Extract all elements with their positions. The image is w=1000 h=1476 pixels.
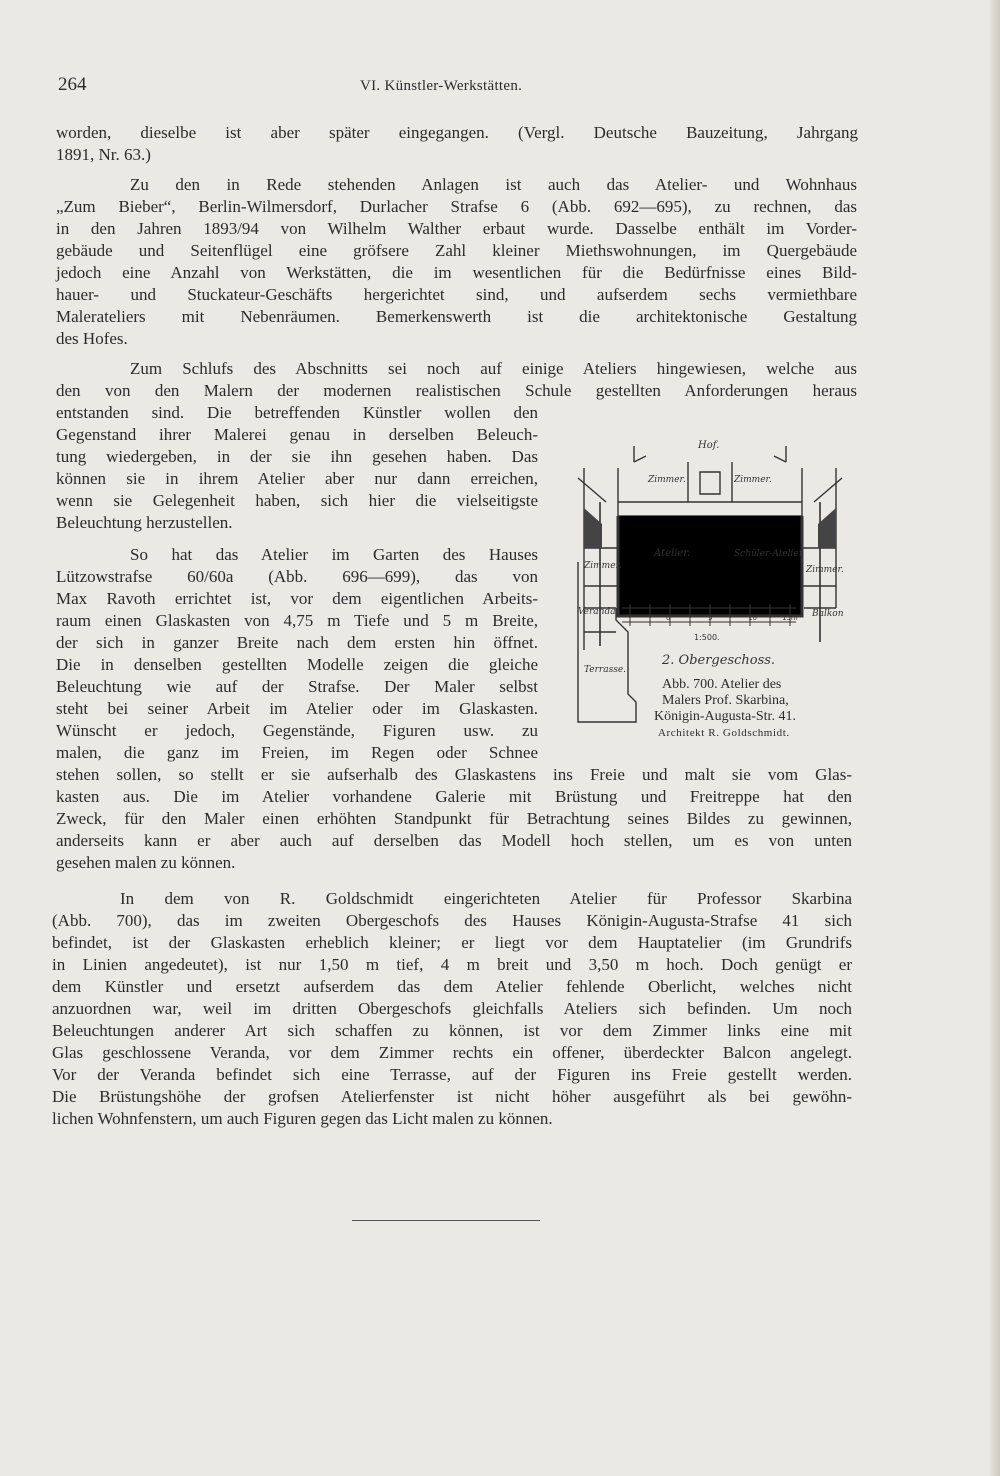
text-line: hauer- und Stuckateur-Geschäfts hergerichtet sind, und aufserdem sechs vermiethbare — [56, 285, 857, 304]
text-line: Zweck, für den Maler einen erhöhten Standpunkt für Betrachtung seines Bildes zu gewinnen, — [56, 809, 852, 828]
text-line: Glas geschlossene Veranda, vor dem Zimmer rechts ein offener, überdeckter Balcon angelegt. — [52, 1043, 852, 1062]
running-title: VI. Künstler-Werkstätten. — [360, 78, 523, 94]
text-line: Wünscht er jedoch, Gegenstände, Figuren usw. zu — [56, 721, 538, 740]
text-line: kasten aus. Die im Atelier vorhandene Galerie mit Brüstung und Freitreppe hat den — [56, 787, 852, 806]
text-line: malen, die ganz im Freien, im Regen oder Schnee — [56, 743, 538, 762]
text-line: anderseits kann er aber auch auf derselben das Modell hoch stellen, um es von unten — [56, 831, 852, 850]
text-line: gesehen malen zu können. — [56, 853, 236, 872]
text-line: den von den Malern der modernen realistischen Schule gestellten Anforderungen heraus — [56, 381, 857, 400]
text-line: dem Künstler und ersetzt aufserdem das dem Atelier fehlende Oberlicht, welches nicht — [52, 977, 852, 996]
text-line: Max Ravoth errichtet ist, vor dem eigentlichen Arbeits- — [56, 589, 538, 608]
text-line: befindet, ist der Glaskasten erheblich kleiner; er liegt vor dem Hauptatelier (im Grundrifs — [52, 933, 852, 952]
text-line: worden, dieselbe ist aber später eingegangen. (Vergl. Deutsche Bauzeitung, Jahrgang — [56, 123, 858, 142]
text-line: raum einen Glaskasten von 4,75 m Tiefe und 5 m Breite, — [56, 611, 538, 630]
label-balkon: Balkon — [812, 609, 844, 619]
text-line: des Hofes. — [56, 329, 128, 348]
figure-caption-line: Königin-Augusta-Str. 41. — [654, 709, 796, 724]
figure-caption-credit: Architekt R. Goldschmidt. — [658, 727, 790, 739]
scale-tick: 15m — [782, 614, 798, 622]
text-line: können sie in ihrem Atelier aber nur dann erreichen, — [56, 469, 538, 488]
text-line: Lützowstrafse 60/60a (Abb. 696—699), das von — [56, 567, 538, 586]
text-line: So hat das Atelier im Garten des Hauses — [130, 545, 538, 564]
scale-label: 1:500. — [694, 633, 720, 642]
text-line: in den Jahren 1893/94 von Wilhelm Walther erbaut wurde. Dasselbe enthält im Vorder- — [56, 219, 857, 238]
text-line: Beleuchtung herzustellen. — [56, 513, 233, 532]
label-terrasse: Terrasse. — [584, 665, 627, 675]
label-zimmer-left: Zimmer. — [584, 561, 622, 571]
text-line: entstanden sind. Die betreffenden Künstler wollen den — [56, 403, 538, 422]
label-atelier: Atelier. — [654, 548, 691, 559]
text-line: lichen Wohnfenstern, um auch Figuren gegen das Licht malen zu können. — [52, 1109, 553, 1128]
text-line: steht bei seiner Arbeit im Atelier oder im Glaskasten. — [56, 699, 538, 718]
text-line: der sich in ganzer Breite nach dem ersten hin öffnet. — [56, 633, 538, 652]
text-line: Beleuchtungen anderer Art sich schaffen zu können, ist vor dem Zimmer links eine mit — [52, 1021, 852, 1040]
floor-label: 2. Obergeschoss. — [662, 653, 776, 668]
end-rule — [352, 1220, 540, 1221]
text-line: Zum Schlufs des Abschnitts sei noch auf einige Ateliers hingewiesen, welche aus — [130, 359, 857, 378]
label-zimmer-right: Zimmer. — [806, 565, 844, 575]
label-veranda: Veranda. — [578, 607, 619, 617]
label-hof: Hof. — [698, 440, 720, 451]
label-zimmer-top-left: Zimmer. — [648, 475, 686, 485]
text-line: in Linien angedeutet), ist nur 1,50 m tief, 4 m breit und 3,50 m hoch. Doch genügt er — [52, 955, 852, 974]
text-line: jedoch eine Anzahl von Werkstätten, die im wesentlichen für die Bedürfnisse eines Bild- — [56, 263, 857, 282]
figure-caption-line: Abb. 700. Atelier des — [662, 677, 782, 692]
text-line: Beleuchtung wie auf der Strafse. Der Maler selbst — [56, 677, 538, 696]
text-line: 1891, Nr. 63.) — [56, 145, 151, 164]
text-line: (Abb. 700), das im zweiten Obergeschofs des Hauses Königin-Augusta-Strafse 41 sich — [52, 911, 852, 930]
page-edge — [990, 0, 1000, 1476]
scale-tick: 0 — [666, 614, 671, 622]
text-line: „Zum Bieber“, Berlin-Wilmersdorf, Durlacher Strafse 6 (Abb. 692—695), zu rechnen, das — [56, 197, 857, 216]
text-line: Zu den in Rede stehenden Anlagen ist auch das Atelier- und Wohnhaus — [130, 175, 857, 194]
scale-tick: 5 — [708, 614, 713, 622]
text-line: gebäude und Seitenflügel eine gröfsere Zahl kleiner Miethswohnungen, im Quergebäude — [56, 241, 857, 260]
text-line: Malerateliers mit Nebenräumen. Bemerkenswerth ist die architektonische Gestaltung — [56, 307, 857, 326]
text-line: anzuordnen war, weil im dritten Obergeschofs gleichfalls Ateliers sich befinden. Um noch — [52, 999, 852, 1018]
label-schueler-atelier: Schüler-Atelier — [734, 549, 804, 559]
scale-tick: 10 — [748, 614, 757, 622]
figure-caption-line: Malers Prof. Skarbina, — [662, 693, 789, 708]
text-line: stehen sollen, so stellt er sie aufserhalb des Glaskastens ins Freie und malt sie vom Glas- — [56, 765, 852, 784]
text-line: wenn sie Gelegenheit haben, sich hier die vielseitigste — [56, 491, 538, 510]
text-line: Vor der Veranda befindet sich eine Terrasse, auf der Figuren ins Freie gestellt werden. — [52, 1065, 852, 1084]
text-line: In dem von R. Goldschmidt eingerichteten Atelier für Professor Skarbina — [120, 889, 852, 908]
text-line: Die Brüstungshöhe der grofsen Atelierfenster ist nicht höher ausgeführt als bei gewöhn- — [52, 1087, 852, 1106]
text-line: Die in denselben gestellten Modelle zeigen die gleiche — [56, 655, 538, 674]
label-zimmer-top-right: Zimmer. — [734, 475, 772, 485]
text-line: tung wiedergeben, in der sie ihn gesehen haben. Das — [56, 447, 538, 466]
page-number: 264 — [58, 74, 87, 95]
text-line: Gegenstand ihrer Malerei genau in derselben Beleuch- — [56, 425, 538, 444]
